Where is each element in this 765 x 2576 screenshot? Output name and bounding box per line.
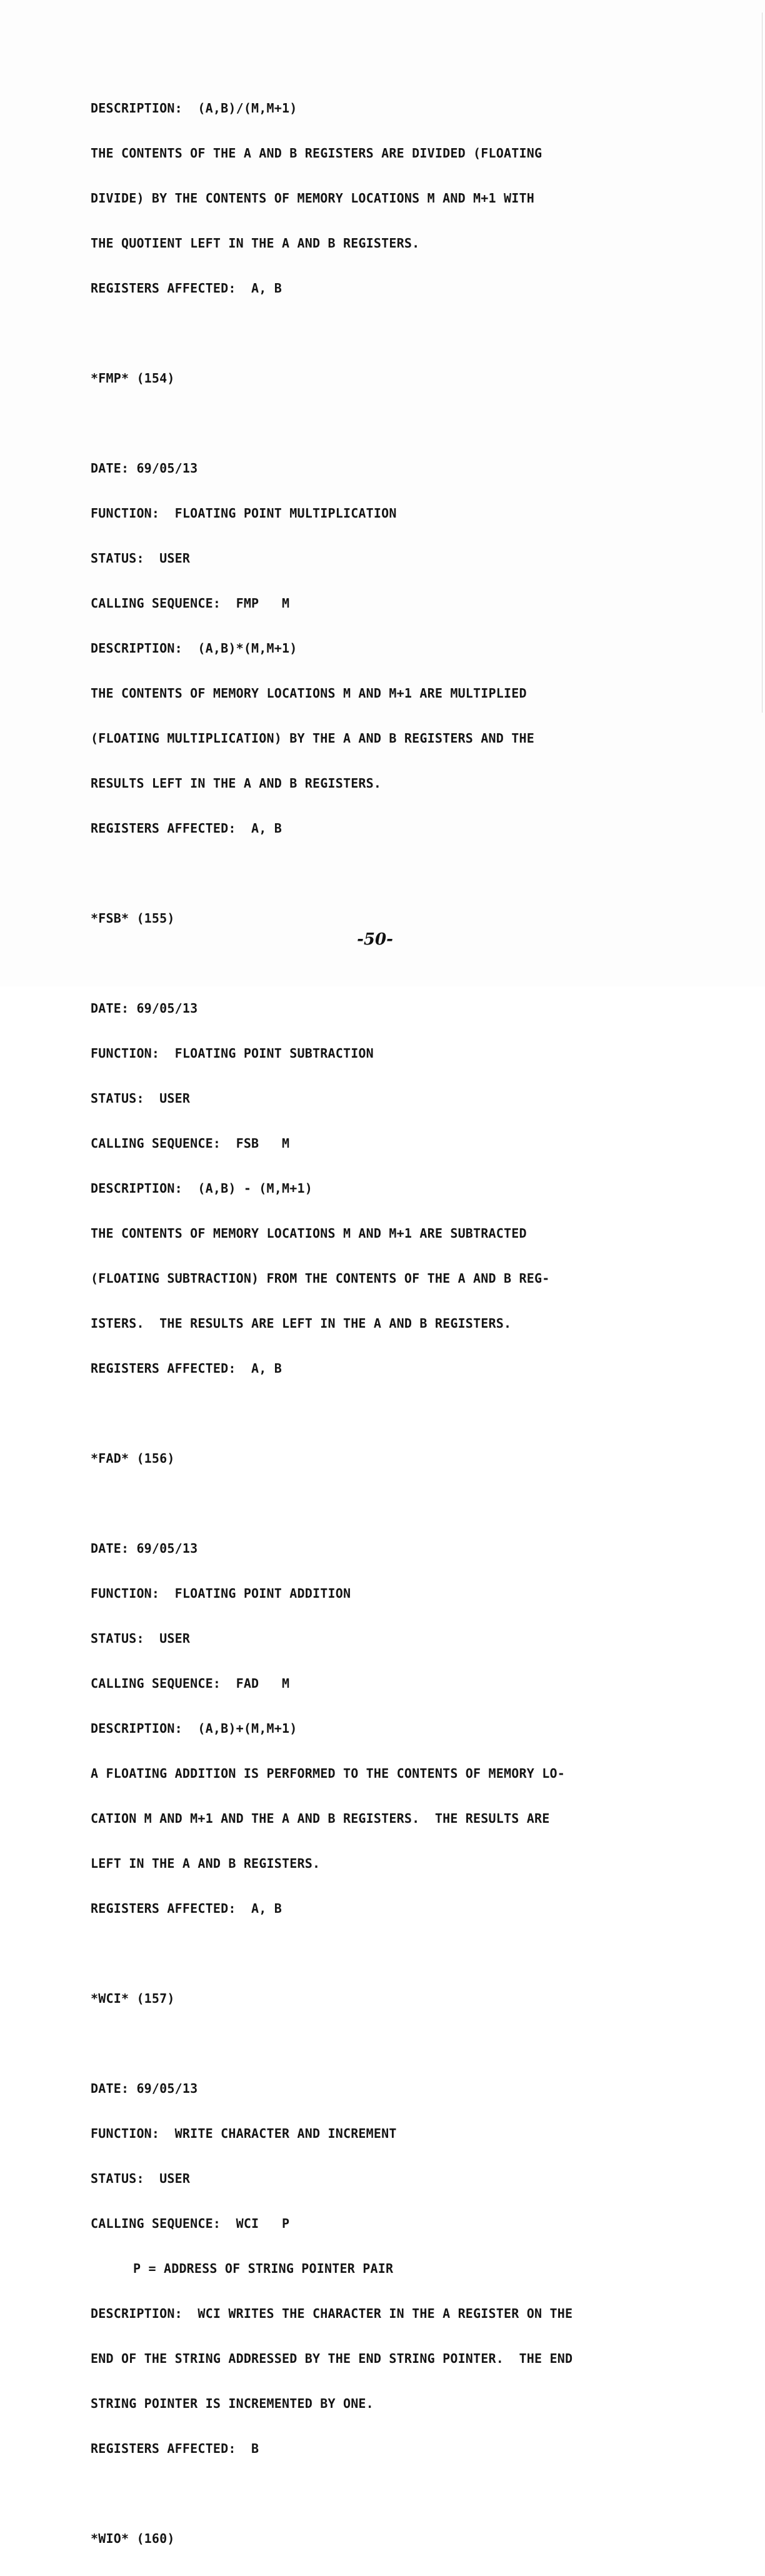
registers-affected: REGISTERS AFFECTED: A, B	[91, 1361, 282, 1376]
parameter-note: P = ADDRESS OF STRING POINTER PAIR	[133, 2261, 394, 2276]
status-line: STATUS: USER	[91, 1091, 191, 1106]
text-line: (FLOATING MULTIPLICATION) BY THE A AND B REGISTERS AND THE	[91, 731, 534, 746]
blank-line	[91, 866, 716, 881]
blank-line	[91, 956, 716, 971]
text-line: RESULTS LEFT IN THE A AND B REGISTERS.	[91, 776, 382, 791]
blank-line	[91, 2036, 716, 2051]
blank-line	[91, 1496, 716, 1511]
date-line: DATE: 69/05/13	[91, 461, 198, 476]
text-line: LEFT IN THE A AND B REGISTERS.	[91, 1856, 321, 1871]
calling-sequence-line: CALLING SEQUENCE: FSB M	[91, 1136, 290, 1151]
section-header-wio: *WIO* (160)	[91, 2531, 175, 2546]
text-line: ISTERS. THE RESULTS ARE LEFT IN THE A AND B REGISTERS.	[91, 1316, 512, 1331]
calling-sequence-line: CALLING SEQUENCE: FAD M	[91, 1676, 290, 1691]
description-line: DESCRIPTION: (A,B)*(M,M+1)	[91, 641, 298, 656]
status-line: STATUS: USER	[91, 1631, 191, 1646]
status-line: STATUS: USER	[91, 551, 191, 566]
blank-line	[91, 1406, 716, 1421]
page-number: -50-	[357, 930, 393, 949]
section-header-fsb: *FSB* (155)	[91, 911, 175, 926]
date-line: DATE: 69/05/13	[91, 1001, 198, 1016]
function-line: FUNCTION: WRITE CHARACTER AND INCREMENT	[91, 2126, 397, 2141]
description-line: DESCRIPTION: WCI WRITES THE CHARACTER IN THE A REGISTER ON THE	[91, 2306, 573, 2321]
blank-line	[91, 416, 716, 431]
registers-affected: REGISTERS AFFECTED: A, B	[91, 281, 282, 296]
blank-line	[91, 2486, 716, 2501]
section-header-fmp: *FMP* (154)	[91, 371, 175, 386]
section-header-fad: *FAD* (156)	[91, 1451, 175, 1466]
blank-line	[91, 326, 716, 341]
registers-affected: REGISTERS AFFECTED: A, B	[91, 821, 282, 836]
registers-affected: REGISTERS AFFECTED: B	[91, 2441, 259, 2456]
text-line: DESCRIPTION: (A,B)/(M,M+1)	[91, 101, 298, 116]
description-line: DESCRIPTION: (A,B) - (M,M+1)	[91, 1181, 312, 1196]
registers-affected: REGISTERS AFFECTED: A, B	[91, 1901, 282, 1916]
text-line: A FLOATING ADDITION IS PERFORMED TO THE CONTENTS OF MEMORY LO-	[91, 1766, 565, 1781]
text-line: (FLOATING SUBTRACTION) FROM THE CONTENTS OF THE A AND B REG-	[91, 1271, 550, 1286]
text-line: STRING POINTER IS INCREMENTED BY ONE.	[91, 2396, 374, 2411]
function-line: FUNCTION: FLOATING POINT ADDITION	[91, 1586, 351, 1601]
blank-line	[91, 1946, 716, 1961]
text-line: DIVIDE) BY THE CONTENTS OF MEMORY LOCATIONS M AND M+1 WITH	[91, 191, 534, 206]
text-line: END OF THE STRING ADDRESSED BY THE END STRING POINTER. THE END	[91, 2351, 573, 2366]
date-line: DATE: 69/05/13	[91, 1541, 198, 1556]
description-line: DESCRIPTION: (A,B)+(M,M+1)	[91, 1721, 298, 1736]
document-body	[91, 71, 716, 2576]
text-line: THE QUOTIENT LEFT IN THE A AND B REGISTERS.	[91, 236, 420, 251]
calling-sequence-line: CALLING SEQUENCE: WCI P	[91, 2216, 290, 2231]
date-line: DATE: 69/05/13	[91, 2081, 198, 2096]
function-line: FUNCTION: FLOATING POINT SUBTRACTION	[91, 1046, 374, 1061]
text-line: THE CONTENTS OF MEMORY LOCATIONS M AND M+1 ARE SUBTRACTED	[91, 1226, 527, 1241]
section-header-wci: *WCI* (157)	[91, 1991, 175, 2006]
text-line: CATION M AND M+1 AND THE A AND B REGISTERS. THE RESULTS ARE	[91, 1811, 550, 1826]
calling-sequence-line: CALLING SEQUENCE: FMP M	[91, 596, 290, 611]
function-line: FUNCTION: FLOATING POINT MULTIPLICATION	[91, 506, 397, 521]
text-line: THE CONTENTS OF MEMORY LOCATIONS M AND M+1 ARE MULTIPLIED	[91, 686, 527, 701]
text-line: THE CONTENTS OF THE A AND B REGISTERS ARE DIVIDED (FLOATING	[91, 146, 542, 161]
status-line: STATUS: USER	[91, 2171, 191, 2186]
